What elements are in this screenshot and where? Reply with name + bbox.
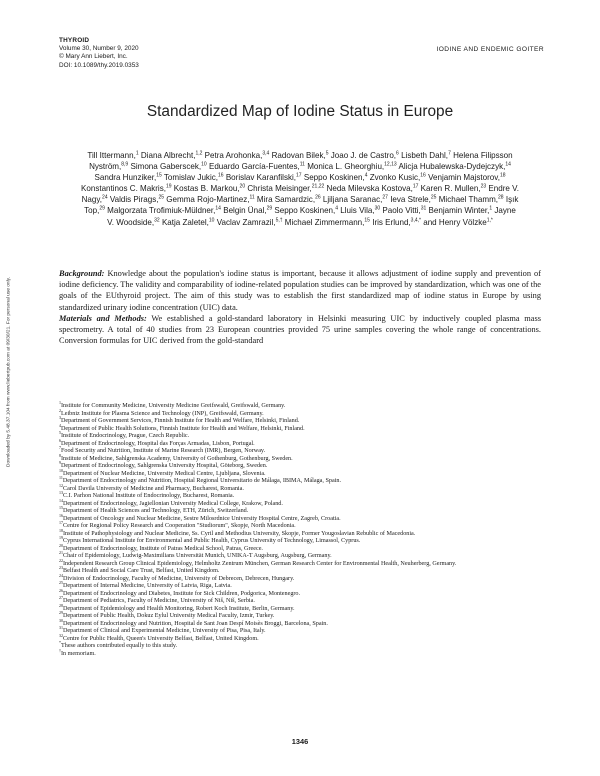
author-name: Petra Arohonka, [204,151,263,160]
author [382,206,426,215]
affiliation-text: Department of Public Health Solutions, Finnish Institute for Health and Welfare, Helsinki, Finland. [61,425,305,432]
affiliation-number: 25 [59,580,63,585]
author-affiliation-ref: 14 [505,161,511,168]
affiliation-number: 5 [59,430,61,435]
author-affiliation-ref: 1 [489,205,493,212]
background-text: Knowledge about the population's iodine status is important, because it allows adjustment of iodine supply and prevention of iodine deficiency. The validity and comparability of iodine-related population studies can be improved by standardization, which was one of the goals of the EUthyroid project. The aim of this study was to establish the first standardized map of iodine status in Europe by using standardized urinary iodine concentration (UIC) data. [59,269,541,312]
affiliation-text: Centre for Public Health, Queen's University Belfast, Belfast, United Kingdom. [63,635,259,642]
affiliation-item [59,400,541,411]
author-name: Seppo Koskinen, [274,206,336,216]
affiliation-text: Chair of Epidemiology, Ludwig-Maximilians Universität Munich, UNIKA-T Augsburg, Augsburg, Germany. [63,553,332,560]
affiliation-item [59,535,541,546]
affiliation-text: Leibniz Institute for Plasma Science and Technology (INP), Greifswald, Germany. [61,410,264,417]
affiliation-number: 31 [59,625,63,630]
affiliation-item [59,640,541,651]
affiliation-number: 2 [59,407,61,413]
affiliation-number: 30 [59,617,63,623]
author-affiliation-ref: 8,9 [121,161,129,168]
author [209,162,305,171]
methods-label: Materials and Methods: [59,313,147,323]
affiliation-text: Food Security and Nutrition, Institute of Marine Research (IMR), Bergen, Norway. [61,448,266,455]
affiliation-text: Department of Endocrinology, Hospital das Forças Armadas, Lisbon, Portugal. [61,440,255,447]
author-name: Seppo Koskinen, [303,173,365,183]
affiliation-number: 14 [59,497,63,503]
affiliation-number: 4 [59,422,61,428]
author-affiliation-ref: 5 [325,150,329,157]
author-affiliation-ref: 25 [158,194,165,201]
author-affiliation-ref: 14 [215,205,221,212]
author [174,184,245,193]
paper-title: Standardized Map of Iodine Status in Europe [146,103,454,120]
author [166,195,254,204]
affiliation-text: Department of Clinical and Experimental Medicine, University of Pisa, Pisa, Italy. [63,628,266,635]
author [107,206,221,215]
author [164,173,224,182]
author-affiliation-ref: 10 [201,161,207,168]
author-name: Paolo Vitti, [382,206,421,216]
affiliation-text: Department of Pediatrics, Faculty of Medicine, University of Niš, Niš, Serbia. [63,598,255,605]
page-number: 1346 [291,737,309,746]
affiliation-text: Independent Research Group Clinical Epidemiology, Helmholtz Zentrum München, German Research Center for Environmental Health, Neuherberg, Germany. [63,560,457,567]
author-affiliation-ref: 29 [266,205,273,212]
author [226,173,302,182]
affiliation-text: C.I. Parhon National Institute of Endocrinology, Bucharest, Romania. [63,493,235,500]
author-affiliation-ref: 5,† [275,216,283,223]
affiliation-item [59,632,541,644]
affiliation-text: Department of Endocrinology, Institute of Patras Medical School, Patras, Greece. [63,545,263,552]
author-name: Ljiljana Saranac, [322,195,383,205]
author-name: Vaclav Zamrazil, [216,217,276,227]
author [217,218,283,227]
author-affiliation-ref: 10 [208,216,215,223]
affiliation-text: These authors contributed equally to this study. [61,643,178,650]
author-name: Michael Zimmermann, [284,217,365,227]
author-name: Eduardo García-Fuentes, [208,162,300,172]
author-name: Lisbeth Dahl, [401,151,449,160]
abstract [59,268,541,346]
affiliation-number: 8 [59,452,61,458]
author-affiliation-ref: 11 [299,161,305,168]
affiliation-number: 3 [59,415,61,420]
author [390,195,436,204]
affiliation-number: 13 [59,490,63,495]
author-affiliation-ref: 19 [165,183,172,190]
download-notice [4,236,14,508]
author-affiliation-ref: 6 [396,150,399,157]
abstract-methods [59,313,541,347]
author-affiliation-ref: 3,4 [262,150,270,157]
author-name: Endre V. Nagy, [81,184,519,205]
author [87,151,138,160]
affiliation-number: 32 [59,632,63,638]
author-affiliation-ref: 1 [135,150,139,157]
author-affiliation-ref: 30 [374,205,381,212]
author [304,173,368,182]
background-label: Background: [59,269,105,278]
author-affiliation-ref: 4 [364,172,368,179]
author-affiliation-ref: 28 [498,194,504,201]
author-name: Ieva Strele, [390,195,431,205]
author [257,195,321,204]
author [274,206,338,215]
affiliation-item [59,587,541,599]
affiliation-number: 23 [59,565,63,570]
author-affiliation-ref: 29 [99,205,105,212]
author-name: Joao J. de Castro, [330,151,397,160]
affiliation-text: Institute of Pathophysiology and Nuclear Medicine, Ss. Cyril and Methodius University, Skopje, Former Yougoslavian Rebublic of Macedonia. [63,530,416,537]
author-name: Malgorzata Trofimiuk-Müldner, [107,206,216,216]
author-affiliation-ref: 15 [364,216,370,223]
section-heading: IODINE AND ENDEMIC GOITER [436,46,544,53]
affiliation-item [59,625,541,636]
author-name: Alicja Hubalewska-Dydejczyk, [398,162,506,172]
author [340,206,380,215]
author-affiliation-ref: 1,* [486,216,493,223]
affiliation-item [59,490,541,501]
author-name: Sandra Hunziker, [94,173,157,183]
author-affiliation-ref: 26 [315,194,321,201]
author-name: Işık Top, [84,195,519,216]
author-name: Konstantinos C. Makris, [81,184,166,194]
author-affiliation-ref: 1,2 [195,150,203,157]
author-name: Christa Meisinger, [247,184,312,194]
affiliation-text: Department of Endocrinology, Sahlgrenska University Hospital, Göteborg, Sweden. [61,463,268,470]
author [223,206,272,215]
affiliation-item [59,647,541,659]
affiliation-number: 10 [59,467,63,473]
affiliation-number: 18 [59,527,63,533]
author [429,206,493,215]
author-affiliation-ref: 27 [382,194,388,201]
affiliation-item [59,550,541,561]
affiliation-item [59,467,541,479]
affiliation-item [59,595,541,606]
affiliation-number: 9 [59,460,61,465]
affiliation-text: Department of Nuclear Medicine, University Medical Centre, Ljubljana, Slovenia. [63,470,266,477]
affiliation-text: Centre for Regional Policy Research and Cooperation "Studiorum", Skopje, North Macedonia. [63,523,296,530]
author [370,173,426,182]
author-name: Monica L. Gheorghiu, [307,162,385,172]
affiliation-text: Department of Oncology and Nuclear Medicine, Sestre Milosrdnice University Hospital Centre, Zagreb, Croatia. [63,515,341,522]
author-affiliation-ref: 17 [296,172,302,179]
author-affiliation-ref: 24 [102,194,108,201]
author [323,195,388,204]
affiliation-number: 21 [59,550,63,555]
author [95,173,162,182]
affiliation-text: Department of Public Health, Dokuz Eylul University Medical Faculty, Izmir, Turkey. [63,613,275,620]
author [372,218,421,227]
author [398,162,510,171]
author [285,218,370,227]
affiliation-text: Institute for Community Medicine, University Medicine Greifswald, Greifswald, Germany. [61,403,286,410]
methods-text: We established a gold-standard laboratory in Helsinki measuring UIC by inductively coupled plasma mass spectrometry. A total of 40 studies from 23 European countries provided 75 urine samples covering the whole range of concentrations. Conversion formulas for UIC derived from the gold-standard [59,313,541,346]
affiliation-item [59,422,541,434]
author-affiliation-ref: 23 [480,183,487,190]
author [141,151,203,160]
author [331,151,399,160]
author [81,184,172,193]
affiliation-number: 11 [59,475,63,480]
journal-doi[interactable]: DOI: 10.1089/thy.2019.0353 [59,61,139,69]
author-name: and Henry Völzke [423,217,487,227]
affiliation-number: 19 [59,535,63,540]
author-affiliation-ref: 25 [430,194,437,201]
author-name: Valdis Pirags, [109,195,159,205]
author-name: Till Ittermann, [87,151,136,160]
abstract-background [59,268,541,313]
author-name: Radovan Bilek, [271,151,326,160]
affiliation-number: 26 [59,587,63,593]
affiliation-number: 29 [59,610,63,615]
author [423,218,493,227]
affiliation-text: Belfast Health and Social Care Trust, Belfast, United Kingdom. [63,568,220,575]
author-name: Belgin Ünal, [223,206,267,216]
journal-copyright: © Mary Ann Liebert, Inc. [59,53,128,61]
author [307,162,396,171]
author-name: Gemma Rojo-Martinez, [166,195,250,205]
affiliation-item [59,497,541,509]
author-affiliation-ref: 21,22 [311,183,325,190]
affiliation-text: Department of Endocrinology and Diabetes, Institute for Sick Children, Podgorica, Montenegro. [63,590,301,597]
author-name: Lluis Vila, [340,206,375,216]
affiliation-text: Department of Health Sciences and Technology, ETH, Zürich, Switzerland. [63,508,249,515]
affiliation-text: Carol Davila University of Medicine and Pharmacy, Bucharest, Romania. [63,485,244,492]
author-name: Borislav Karanfilski, [225,173,297,183]
affiliation-item [59,415,541,426]
affiliation-item [59,430,541,441]
author-affiliation-ref: 17 [412,183,419,190]
affiliation-number: 1 [59,400,61,405]
affiliation-number: 20 [59,542,63,548]
affiliation-number: 27 [59,595,63,600]
author-name: Neda Milevska Kostova, [326,184,413,194]
author-name: Benjamin Winter, [428,206,490,216]
author-name: Katja Zaletel, [161,217,209,227]
affiliation-item [59,557,541,569]
author-name: Karen R. Mullen, [420,184,481,194]
author [327,184,419,193]
author-name: Mira Samardzic, [256,195,316,205]
affiliation-item [59,482,541,494]
affiliation-item [59,505,541,516]
affiliation-text: Department of Epidemiology and Health Monitoring, Robert Koch Institute, Berlin, Germany. [63,605,295,612]
author [110,195,164,204]
author-name: Zvonko Kusic, [369,173,421,183]
affiliation-list [59,400,541,658]
author [421,184,487,193]
author-name: Helena Filipsson Nyström, [89,151,513,172]
journal-name: THYROID [59,37,90,44]
affiliation-item [59,520,541,531]
affiliation-text: Department of Government Services, Finnish Institute for Health and Welfare, Helsinki, Finland. [61,418,300,425]
affiliation-item [59,602,541,614]
author-affiliation-ref: 12,13 [384,161,397,168]
affiliation-item [59,610,541,621]
author [162,218,215,227]
author-name: Michael Thamm, [438,195,499,205]
affiliation-item [59,460,541,471]
author [272,151,329,160]
affiliation-item [59,437,541,449]
author-name: Tomislav Jukic, [163,173,218,183]
author [439,195,504,204]
affiliation-item [59,527,541,539]
author-name: Simona Gaberscek, [130,162,202,172]
affiliation-number: 28 [59,602,63,608]
affiliation-item [59,512,541,524]
affiliation-number: 6 [59,437,61,443]
author [130,162,206,171]
author-affiliation-ref: 32 [154,216,160,223]
download-notice-text: Downloaded by 5.48.37.104 from www.liebertpub.com at 09/30/21. For personal use only. [6,276,12,468]
affiliation-item [59,452,541,464]
affiliation-item [59,572,541,584]
affiliation-number: 16 [59,512,63,518]
affiliation-number: * [59,640,61,645]
author-name: Venjamin Majstorov, [428,173,500,183]
author-affiliation-ref: 3,4,* [410,216,421,223]
author-affiliation-ref: 16 [420,172,426,179]
affiliation-item [59,580,541,591]
affiliation-item [59,445,541,456]
author-affiliation-ref: 31 [420,205,427,212]
affiliation-text: Institute of Medicine, Sahlgrenska Academy, University of Gothenburg, Gothenburg, Sweden. [61,455,293,462]
affiliation-number: † [59,647,61,653]
affiliation-number: 24 [59,572,63,578]
author-affiliation-ref: 15 [156,172,162,179]
affiliation-text: Division of Endocrinology, Faculty of Medicine, University of Debrecen, Debrecen, Hungary. [63,575,295,582]
author-affiliation-ref: 16 [218,172,224,179]
affiliation-number: 17 [59,520,63,525]
author-affiliation-ref: 4 [335,205,339,212]
affiliation-text: Department of Internal Medicine, University of Latvia, Riga, Latvia. [63,583,232,590]
author-name: Kostas B. Markou, [173,184,240,194]
author-affiliation-ref: 7 [448,150,451,157]
affiliation-number: 15 [59,505,63,510]
affiliation-item [59,475,541,486]
journal-volume: Volume 30, Number 9, 2020 [59,45,139,53]
affiliation-item [59,542,541,554]
affiliation-text: Department of Endocrinology, Jagiellonian University Medical College, Krakow, Poland. [63,500,283,507]
affiliation-number: 22 [59,557,63,563]
author [247,184,324,193]
author [205,151,270,160]
author [401,151,451,160]
author [428,173,505,182]
affiliation-item [59,617,541,629]
author-name: Diana Albrecht, [140,151,196,160]
affiliation-number: 12 [59,482,63,488]
author-name: Jayne V. Woodside, [107,206,516,227]
author-affiliation-ref: 20 [239,183,246,190]
journal-info [59,37,139,70]
author-affiliation-ref: 11 [249,194,255,201]
affiliation-text: Department of Endocrinology and Nutrition, Hospital Regional Universitario de Málaga, IBIMA, Málaga, Spain. [62,478,342,485]
affiliation-number: 7 [59,445,61,450]
affiliation-text: In memoriam. [61,650,96,657]
affiliation-text: Department of Endocrinology and Nutrition, Hospital de Sant Joan Despí Moisès Broggi, Barcelona, Spain. [63,620,328,627]
affiliation-item [59,565,541,576]
affiliation-text: Institute of Endocrinology, Prague, Czech Republic. [61,433,190,440]
author-name: Iris Erlund, [372,217,411,227]
author-list [80,150,520,228]
affiliation-text: Cyprus International Institute for Environmental and Public Health, Cyprus University of Technology, Limassol, Cyprus. [63,538,361,545]
affiliation-item [59,407,541,419]
author-affiliation-ref: 18 [499,172,506,179]
